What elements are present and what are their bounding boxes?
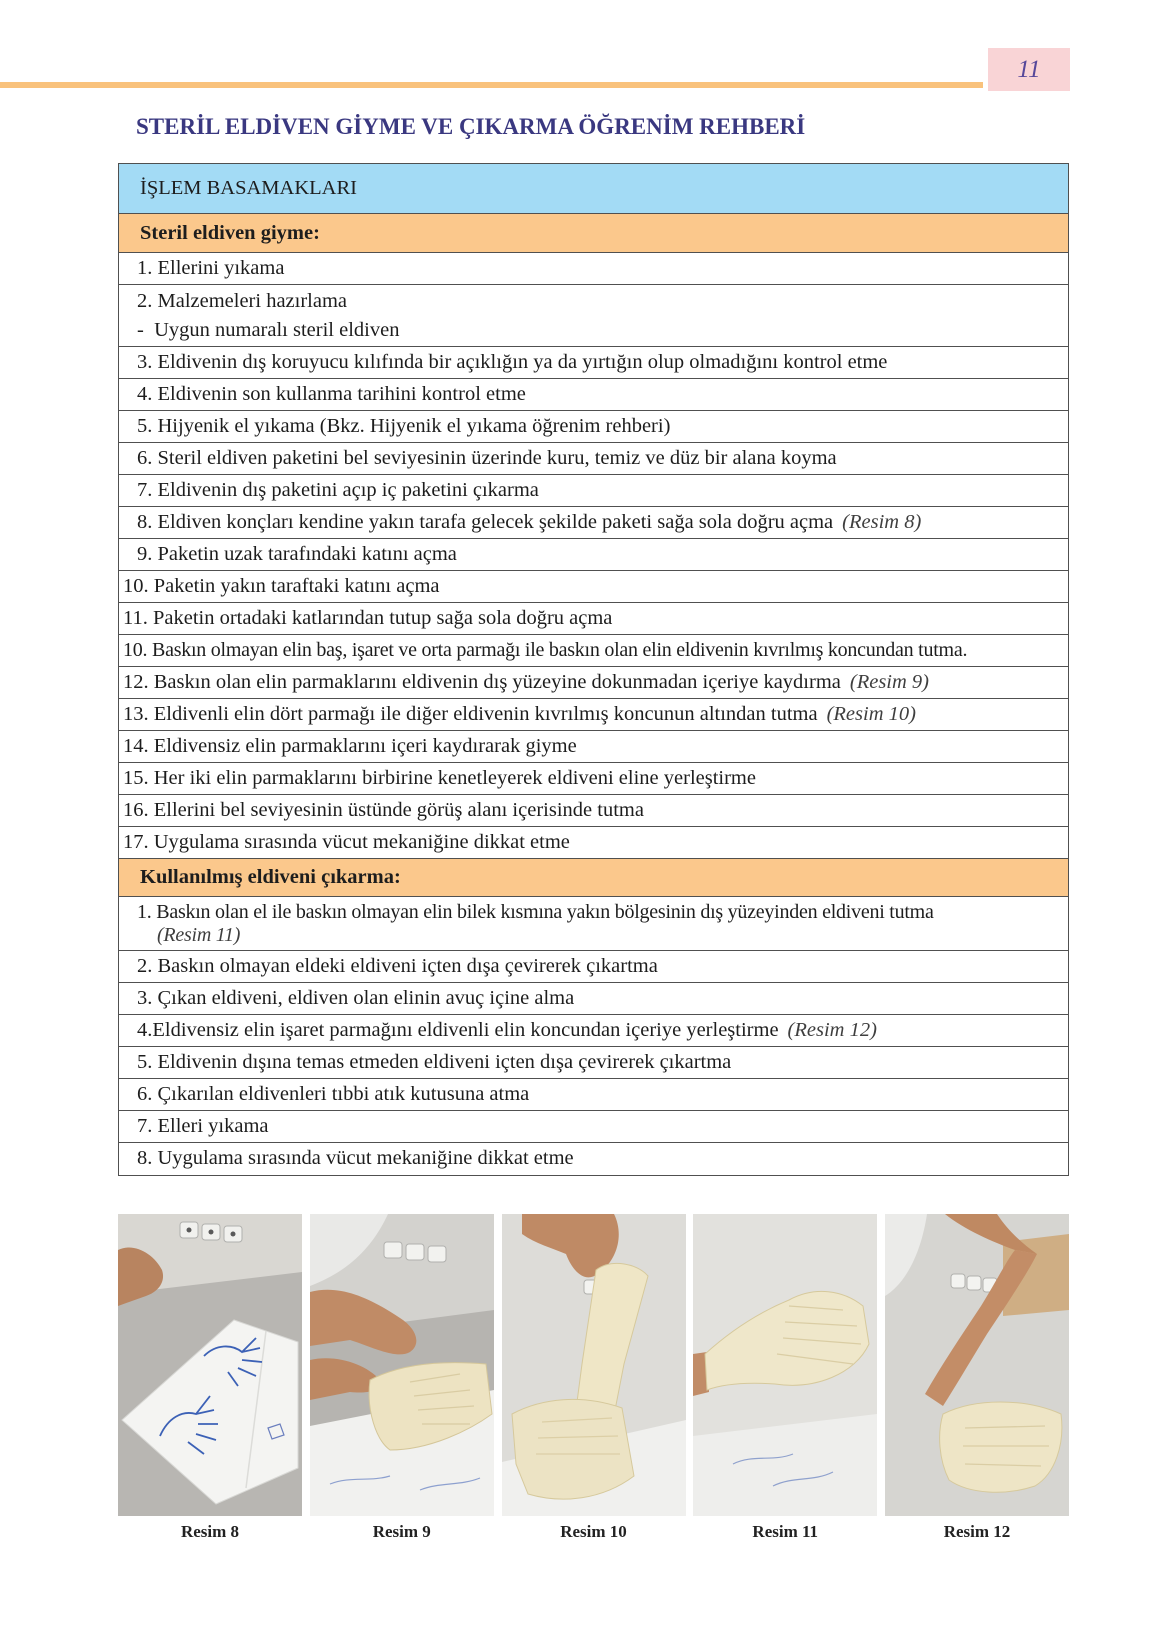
outlet [951,1274,965,1288]
outlet-socket [231,1232,236,1237]
step-text: 1. Ellerini yıkama [137,257,285,279]
outlet [428,1246,446,1262]
step-text: 8. Uygulama sırasında vücut mekaniğine dikkat etme [137,1147,574,1169]
figure-caption: Resim 9 [372,1522,431,1541]
page-number: 11 [988,48,1070,91]
step-row [119,1111,1068,1143]
step-row [119,951,1068,983]
figure-strip [118,1214,1069,1542]
step-subitem: - Uygun numaralı steril eldiven [137,319,400,341]
figure-caption: Resim 11 [752,1522,819,1541]
step-text: 8. Eldiven konçları kendine yakın tarafa gelecek şekilde paketi sağa sola doğru açma [137,511,834,533]
page-title: STERİL ELDİVEN GİYME VE ÇIKARMA ÖĞRENİM REHBERİ [136,114,806,139]
step-text: 3. Çıkan eldiveni, eldiven olan elinin avuç içine alma [137,987,575,1009]
step-text: 16. Ellerini bel seviyesinin üstünde görüş alanı içerisinde tutma [123,799,644,821]
photo-resim-10 [502,1214,686,1516]
outlet [384,1242,402,1258]
step-row [119,635,1068,667]
figure-reference: (Resim 10) [826,703,916,725]
step-row [119,1143,1068,1175]
step-text: 10. Baskın olmayan elin baş, işaret ve orta parmağı ile baskın olan elin eldivenin kıvrılmış koncundan tutma. [123,639,968,661]
top-rule [0,82,983,88]
photo-resim-9 [310,1214,494,1516]
step-row [119,827,1068,859]
outlet-socket [209,1230,214,1235]
figure-caption: Resim 10 [560,1522,627,1541]
step-text: 2. Malzemeleri hazırlama [137,290,348,312]
step-text: 7. Elleri yıkama [137,1115,269,1137]
step-text: 11. Paketin ortadaki katlarından tutup sağa sola doğru açma [123,607,613,629]
figure-resim-9 [310,1214,494,1542]
step-row [119,731,1068,763]
figure-reference: (Resim 11) [157,924,241,946]
step-row [119,1079,1068,1111]
steps-table [118,163,1069,1176]
step-text: 2. Baskın olmayan eldeki eldiveni içten dışa çevirerek çıkartma [137,955,658,977]
step-row [119,443,1068,475]
section-heading-removal: Kullanılmış eldiveni çıkarma: [119,859,1068,897]
step-text: 7. Eldivenin dış paketini açıp iç paketini çıkarma [137,479,539,501]
step-row [119,507,1068,539]
step-text: 13. Eldivenli elin dört parmağı ile diğer eldivenin kıvrılmış koncunun altından tutma [123,703,818,725]
step-row [119,983,1068,1015]
step-row [119,1015,1068,1047]
step-text: 17. Uygulama sırasında vücut mekaniğine dikkat etme [123,831,570,853]
figure-caption: Resim 8 [180,1522,240,1541]
step-text: 14. Eldivensiz elin parmaklarını içeri kaydırarak giyme [123,735,577,757]
gloved-hand [512,1399,634,1499]
outlet [406,1244,424,1260]
step-row [119,699,1068,731]
table-header: İŞLEM BASAMAKLARI [119,164,1068,214]
step-text: 6. Çıkarılan eldivenleri tıbbi atık kutusuna atma [137,1083,530,1105]
step-text: 5. Eldivenin dışına temas etmeden eldiveni içten dışa çevirerek çıkartma [137,1051,732,1073]
step-row [119,379,1068,411]
step-row [119,285,1068,347]
photo-resim-8 [118,1214,302,1516]
step-text: 4.Eldivensiz elin işaret parmağını eldivenli elin koncundan içeriye yerleştirme [137,1019,779,1041]
step-text: 5. Hijyenik el yıkama (Bkz. Hijyenik el yıkama öğrenim rehberi) [137,415,671,437]
outlet-socket [187,1228,192,1233]
step-row [119,253,1068,285]
step-row [119,795,1068,827]
step-row [119,347,1068,379]
step-text: 12. Baskın olan elin parmaklarını eldivenin dış yüzeyine dokunmadan içeriye kaydırma [123,671,841,693]
step-text: 4. Eldivenin son kullanma tarihini kontrol etme [137,383,526,405]
figure-resim-8 [118,1214,302,1542]
step-row [119,763,1068,795]
gloved-fist [940,1402,1062,1492]
photo-resim-12 [885,1214,1069,1516]
step-row [119,603,1068,635]
outlet [967,1276,981,1290]
figure-resim-11 [693,1214,877,1542]
step-row [119,897,1068,951]
figure-resim-10 [502,1214,686,1542]
figure-reference: (Resim 9) [849,671,930,693]
figure-caption: Resim 12 [943,1522,1011,1541]
step-row [119,571,1068,603]
step-row [119,539,1068,571]
step-row [119,411,1068,443]
step-row [119,1047,1068,1079]
figure-resim-12 [885,1214,1069,1542]
section-heading-donning: Steril eldiven giyme: [119,214,1068,253]
step-text: 9. Paketin uzak tarafındaki katını açma [137,543,457,565]
step-text: 6. Steril eldiven paketini bel seviyesinin üzerinde kuru, temiz ve düz bir alana koyma [137,447,837,469]
step-text: 3. Eldivenin dış koruyucu kılıfında bir açıklığın ya da yırtığın olup olmadığını kontrol etme [137,351,888,373]
step-text: 1. Baskın olan el ile baskın olmayan elin bilek kısmına yakın bölgesinin dış yüzeyinden eldiveni tutma [137,901,934,923]
step-row [119,475,1068,507]
step-text: 15. Her iki elin parmaklarını birbirine kenetleyerek eldiveni eline yerleştirme [123,767,756,789]
step-row [119,667,1068,699]
figure-reference: (Resim 8) [842,511,922,533]
step-text: 10. Paketin yakın taraftaki katını açma [123,575,440,597]
photo-resim-11 [693,1214,877,1516]
figure-reference: (Resim 12) [787,1019,877,1041]
